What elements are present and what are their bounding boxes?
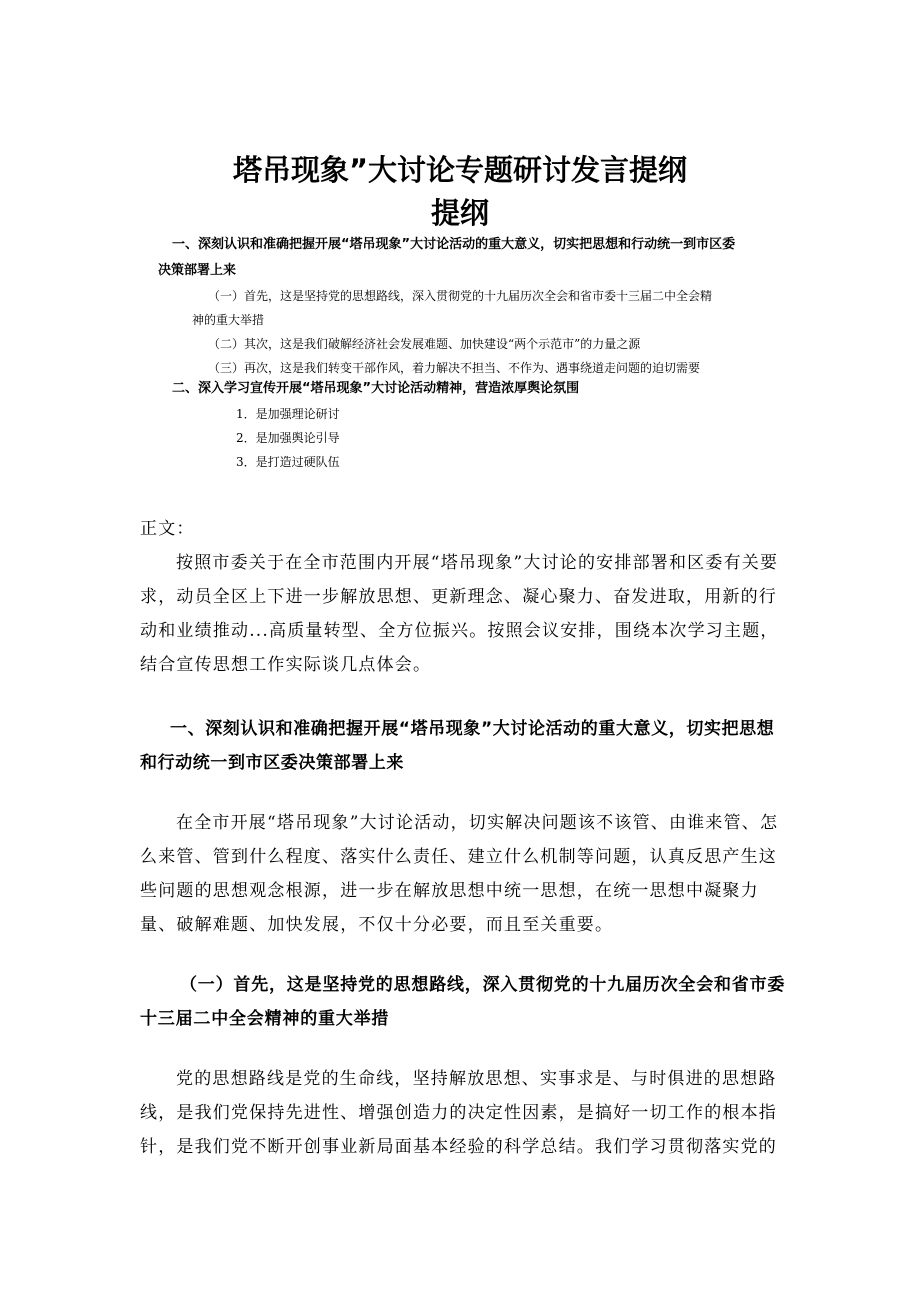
body-heading-1: 一、深刻认识和准确把握开展“塔吊现象”大讨论活动的重大意义，切实把思想和行动统一到市区委决策部署上来 [140, 719, 775, 773]
body-label: 正文： [140, 519, 195, 539]
outline-heading-1-line1: 一、深刻认识和准确把握开展“塔吊现象”大讨论活动的重大意义，切实把思想和行动统一到市区委 [172, 237, 736, 252]
outline-item-3: （三）再次，这是我们转变干部作风，着力解决不担当、不作为、遇事绕道走问题的迫切需要 [208, 361, 701, 375]
outline-item-1-line1: （一）首先，这是坚持党的思想路线，深入贯彻党的十九届历次全会和省市委十三届二中全会精 [208, 289, 713, 303]
outline-heading-2: 二、深入学习宣传开展“塔吊现象”大讨论活动精神，营造浓厚舆论氛围 [172, 381, 580, 396]
body-paragraph-1: 按照市委关于在全市范围内开展“塔吊现象”大讨论的安排部署和区委有关要求，动员全区上下进一步解放思想、更新理念、凝心聚力、奋发进取，用新的行动和业绩推动...高质量转型、全方位振兴。按照会议安排，围绕本次学习主题，结合宣传思想工作实际谈几点体会。 [140, 553, 779, 675]
outline-heading-1-line2: 决策部署上来 [158, 263, 237, 278]
body-paragraph-3: 党的思想路线是党的生命线，坚持解放思想、实事求是、与时俱进的思想路线，是我们党保持先进性、增强创造力的决定性因素，是搞好一切工作的根本指针，是我们党不断开创事业新局面基本经验的科学总结。我们学习贯彻落实党的 [140, 1069, 777, 1157]
document-subtitle: 提纲 [430, 196, 489, 230]
outline-number-2: 2．是加强舆论引导 [236, 431, 340, 445]
outline-item-2: （二）其次，这是我们破解经济社会发展难题、加快建设“两个示范市”的力量之源 [208, 337, 641, 351]
outline-number-1: 1．是加强理论研讨 [236, 407, 340, 421]
outline-item-1-line2: 神的重大举措 [192, 313, 265, 327]
body-subheading-1: （一）首先，这是坚持党的思想路线，深入贯彻党的十九届历次全会和省市委十三届二中全会精神的重大举措 [140, 975, 786, 1029]
outline-heading-1 [172, 232, 812, 258]
document-title: 塔吊现象”大讨论专题研讨发言提纲 [232, 153, 688, 187]
outline-heading-1-cont [158, 258, 798, 284]
body-paragraph-2: 在全市开展“塔吊现象”大讨论活动，切实解决问题该不该管、由谁来管、怎么来管、管到什么程度、落实什么责任、建立什么机制等问题，认真反思产生这些问题的思想观念根源，进一步在解放思想中统一思想，在统一思想中凝聚力量、破解难题、加快发展，不仅十分必要，而且至关重要。 [140, 813, 779, 935]
outline-number-3: 3．是打造过硬队伍 [236, 455, 340, 469]
